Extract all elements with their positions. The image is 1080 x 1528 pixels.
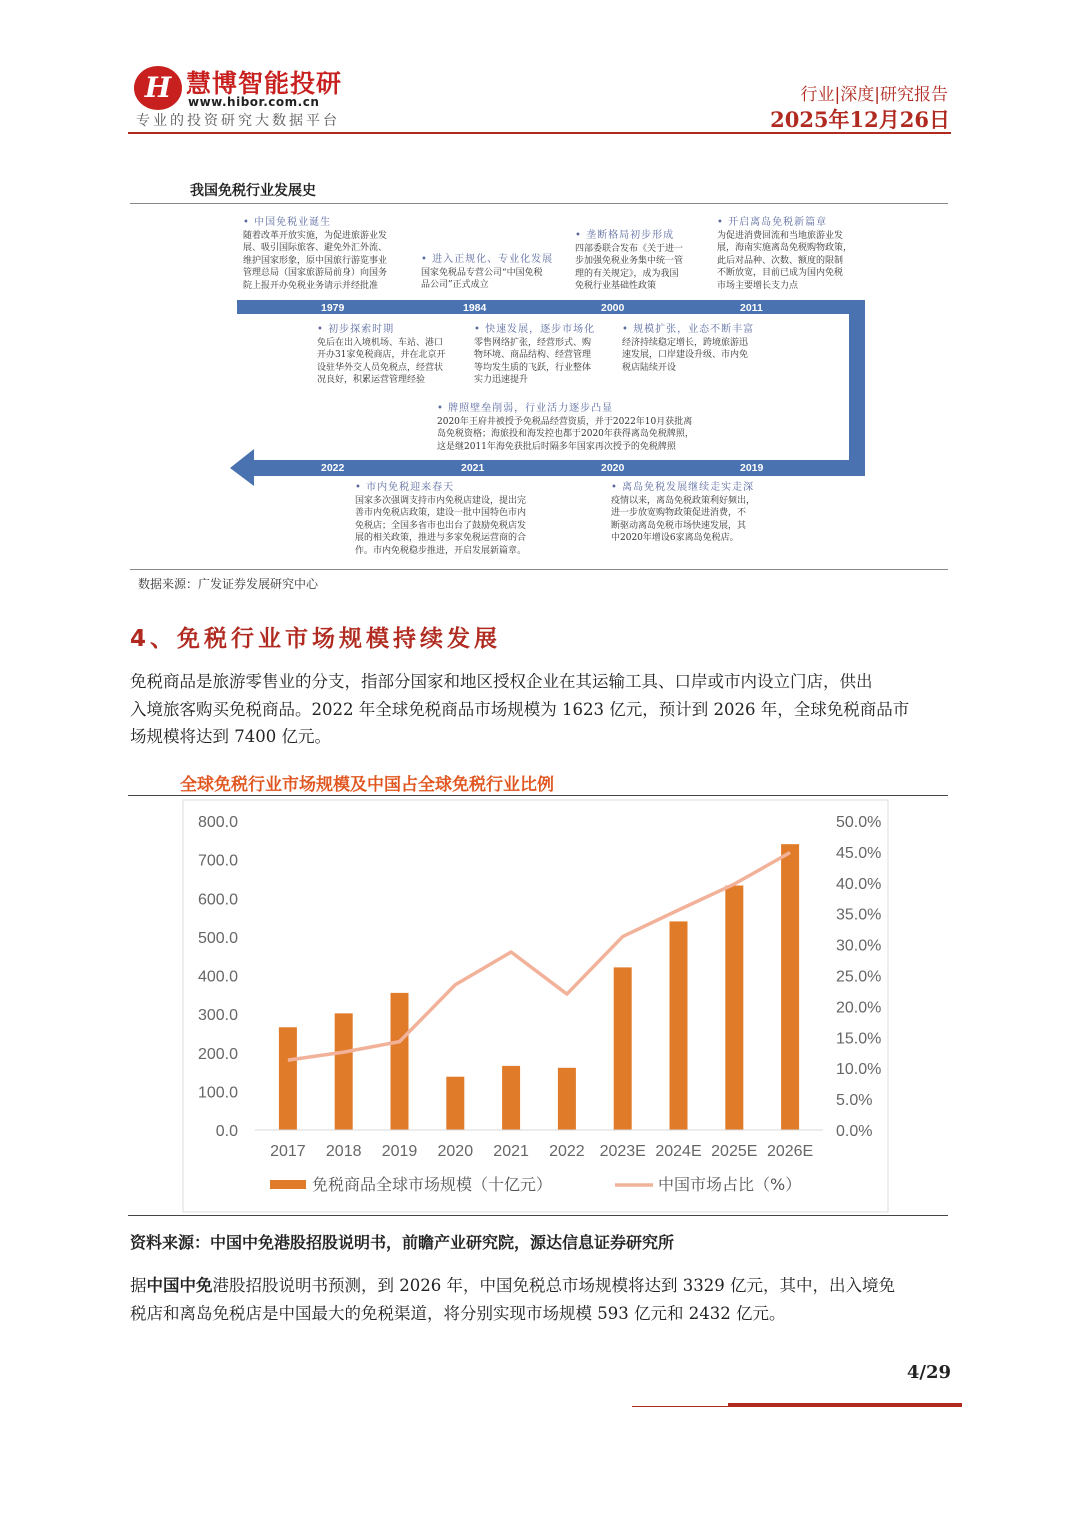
- bar: [502, 1066, 520, 1130]
- bar: [725, 886, 743, 1130]
- x-tick-label: 2026E: [766, 1143, 814, 1160]
- y-right-tick-label: 0.0%: [836, 1123, 873, 1140]
- year-label: 2022: [321, 462, 345, 474]
- x-tick-label: 2018: [325, 1143, 362, 1160]
- paragraph-line: 免税商品是旅游零售业的分支，指部分国家和地区授权企业在其运输工具、口岸或市内设立门店，供出: [130, 672, 873, 691]
- year-label: 2021: [461, 462, 485, 474]
- x-tick-label: 2023E: [599, 1143, 646, 1160]
- y-left-tick-label: 600.0: [197, 891, 238, 909]
- y-left-tick-label: 400.0: [197, 968, 238, 986]
- y-right-tick-label: 5.0%: [836, 1092, 873, 1110]
- page-number: 4/29: [906, 1362, 951, 1383]
- y-right-tick-label: 25.0%: [836, 968, 882, 986]
- bar: [335, 1013, 353, 1130]
- legend-label: 中国市场占比（%）: [658, 1175, 802, 1194]
- chart-title: 全球免税行业市场规模及中国占全球免税行业比例: [180, 775, 554, 795]
- brand-tagline: 专业的投资研究大数据平台: [136, 113, 340, 129]
- timeline-arrowhead: [230, 449, 254, 486]
- line-series: [288, 853, 790, 1061]
- paragraph-line: 场规模将达到 7400 亿元。: [130, 727, 331, 746]
- header-divider: [128, 132, 951, 134]
- legend-swatch-bar: [270, 1180, 306, 1189]
- report-date: 2025年12月26日: [770, 107, 950, 132]
- x-tick-label: 2017: [270, 1143, 306, 1160]
- paragraph-line: 入境旅客购买免税商品。2022 年全球免税商品市场规模为 1623 亿元，预计到 2026 年，全球免税商品市: [130, 699, 910, 719]
- timeline-event: • 快速发展，逐步市场化 零售网络扩张，经营形式、购 物环境、商品结构、经营管理 等均发生质的飞跃，行业整体 实力迅速提升: [474, 324, 596, 385]
- figure-top-rule: [130, 203, 948, 204]
- paragraph-line: 据中国中免港股招股说明书预测，到 2026 年，中国免税总市场规模将达到 3329 亿元，其中，出入境免: [130, 1276, 895, 1295]
- legend-label: 免税商品全球市场规模（十亿元）: [312, 1175, 553, 1194]
- x-tick-label: 2021: [493, 1143, 529, 1160]
- bar: [391, 993, 409, 1130]
- y-left-tick-label: 500.0: [197, 929, 238, 947]
- market-size-chart: [128, 796, 948, 1214]
- bar: [279, 1027, 297, 1130]
- y-right-tick-label: 30.0%: [836, 937, 882, 955]
- y-right-tick-label: 35.0%: [836, 906, 882, 924]
- y-right-tick-label: 50.0%: [836, 814, 882, 831]
- y-left-tick-label: 0.0: [215, 1123, 238, 1140]
- figure-bottom-rule: [130, 569, 948, 570]
- year-label: 2019: [740, 462, 764, 474]
- company-name: 中国中免: [146, 1276, 213, 1295]
- timeline-event: • 进入正规化、专业化发展 国家免税品专营公司“中国免税 品公司”正式成立: [421, 254, 554, 290]
- brand-name: 慧博智能投研: [186, 69, 343, 98]
- bar: [558, 1068, 576, 1130]
- y-left-tick-label: 700.0: [197, 852, 238, 870]
- timeline-event: • 初步探索时期 免后在出入境机场、车站、港口 开办31家免税商店，并在北京开 设驻华外交人员免税点，经营状 况良好，积累运营管理经验: [317, 324, 446, 385]
- y-right-tick-label: 40.0%: [836, 875, 882, 893]
- y-left-tick-label: 200.0: [197, 1045, 238, 1063]
- brand-url[interactable]: www.hibor.com.cn: [188, 95, 320, 109]
- timeline-band-right: [849, 300, 865, 476]
- year-label: 1979: [321, 302, 345, 314]
- y-left-tick-label: 800.0: [197, 814, 238, 831]
- timeline-event: • 规模扩张，业态不断丰富 经济持续稳定增长，跨境旅游迅 速发展，口岸建设升级、市内免 税店陆续开设: [622, 324, 755, 373]
- year-label: 2000: [601, 302, 625, 314]
- footer-rule-accent: [728, 1403, 962, 1406]
- x-tick-label: 2022: [549, 1143, 585, 1160]
- timeline-event: • 中国免税业诞生 随着改革开放实施，为促进旅游业发 展、吸引国际旅客、避免外汇外流、 维护国家形象，原中国旅行游览事业 管理总局（国家旅游局前身）向国务 院上报开办免税业务请示并经批准: [243, 217, 388, 291]
- y-left-tick-label: 300.0: [197, 1007, 238, 1025]
- year-label: 1984: [463, 302, 487, 314]
- bar: [446, 1077, 464, 1130]
- timeline-event: • 开启离岛免税新篇章 为促进消费回流和当地旅游业发 展，海南实施离岛免税购物政策， 此后对品种、次数、额度的限制 不断放宽，目前已成为国内免税 市场主要增长支力点: [717, 217, 853, 291]
- figure-title: 我国免税行业发展史: [190, 183, 316, 199]
- y-right-tick-label: 15.0%: [836, 1030, 882, 1048]
- body-paragraph: [130, 1272, 950, 1327]
- x-tick-label: 2025E: [711, 1143, 758, 1160]
- paragraph-line: 税店和离岛免税店是中国最大的免税渠道，将分别实现市场规模 593 亿元和 2432 亿元。: [130, 1303, 786, 1323]
- x-tick-label: 2019: [381, 1143, 418, 1160]
- timeline-event: • 垄断格局初步形成 四部委联合发布《关于进一 步加强免税业务集中统一管 理的有关规定》，成为我国 免税行业基础性政策: [575, 230, 684, 291]
- y-right-tick-label: 10.0%: [836, 1061, 882, 1079]
- chart-bottom-rule: [128, 1215, 948, 1216]
- year-label: 2020: [601, 462, 625, 474]
- logo-icon: H: [134, 66, 182, 110]
- x-tick-label: 2024E: [655, 1143, 702, 1160]
- y-right-tick-label: 20.0%: [836, 999, 882, 1017]
- footer-rule: [632, 1406, 962, 1407]
- year-label: 2011: [740, 302, 763, 314]
- y-left-tick-label: 100.0: [197, 1084, 238, 1102]
- report-category: 行业|深度|研究报告: [800, 85, 948, 105]
- chart-source: 资料来源：中国中免港股招股说明书，前瞻产业研究院，源达信息证券研究所: [130, 1233, 675, 1252]
- x-tick-label: 2020: [437, 1143, 474, 1160]
- bar: [614, 967, 632, 1130]
- section-title: 4、免税行业市场规模持续发展: [130, 626, 502, 652]
- timeline-event: • 牌照壁垒削弱，行业活力逐步凸显 2020年王府井被授予免税品经营资质，并于2022年10月获批离 岛免税资格；海旅投和海发控也都于2020年获得离岛免税牌照， 这是继2011年海免获批后时隔多年国家再次授予的免税牌照: [437, 403, 694, 452]
- bar: [781, 844, 799, 1130]
- timeline-event: • 离岛免税发展继续走实走深 疫情以来，离岛免税政策利好频出， 进一步放宽购物政策促进消费，不 断驱动离岛免税市场快速发展，其 中2020年增设6家离岛免税店。: [611, 482, 756, 543]
- figure-source: 数据来源：广发证券发展研究中心: [138, 577, 319, 591]
- bar: [670, 921, 688, 1130]
- timeline-event: • 市内免税迎来春天 国家多次强调支持市内免税店建设，提出完 善市内免税店政策，建设一批中国特色市内 免税店；全国多省市也出台了鼓励免税店发 展的相关政策，推进与多家免税运营商的合 作。市内免税稳步推进，开启发展新篇章。: [355, 482, 527, 556]
- y-right-tick-label: 45.0%: [836, 844, 882, 862]
- body-paragraph: [130, 668, 950, 751]
